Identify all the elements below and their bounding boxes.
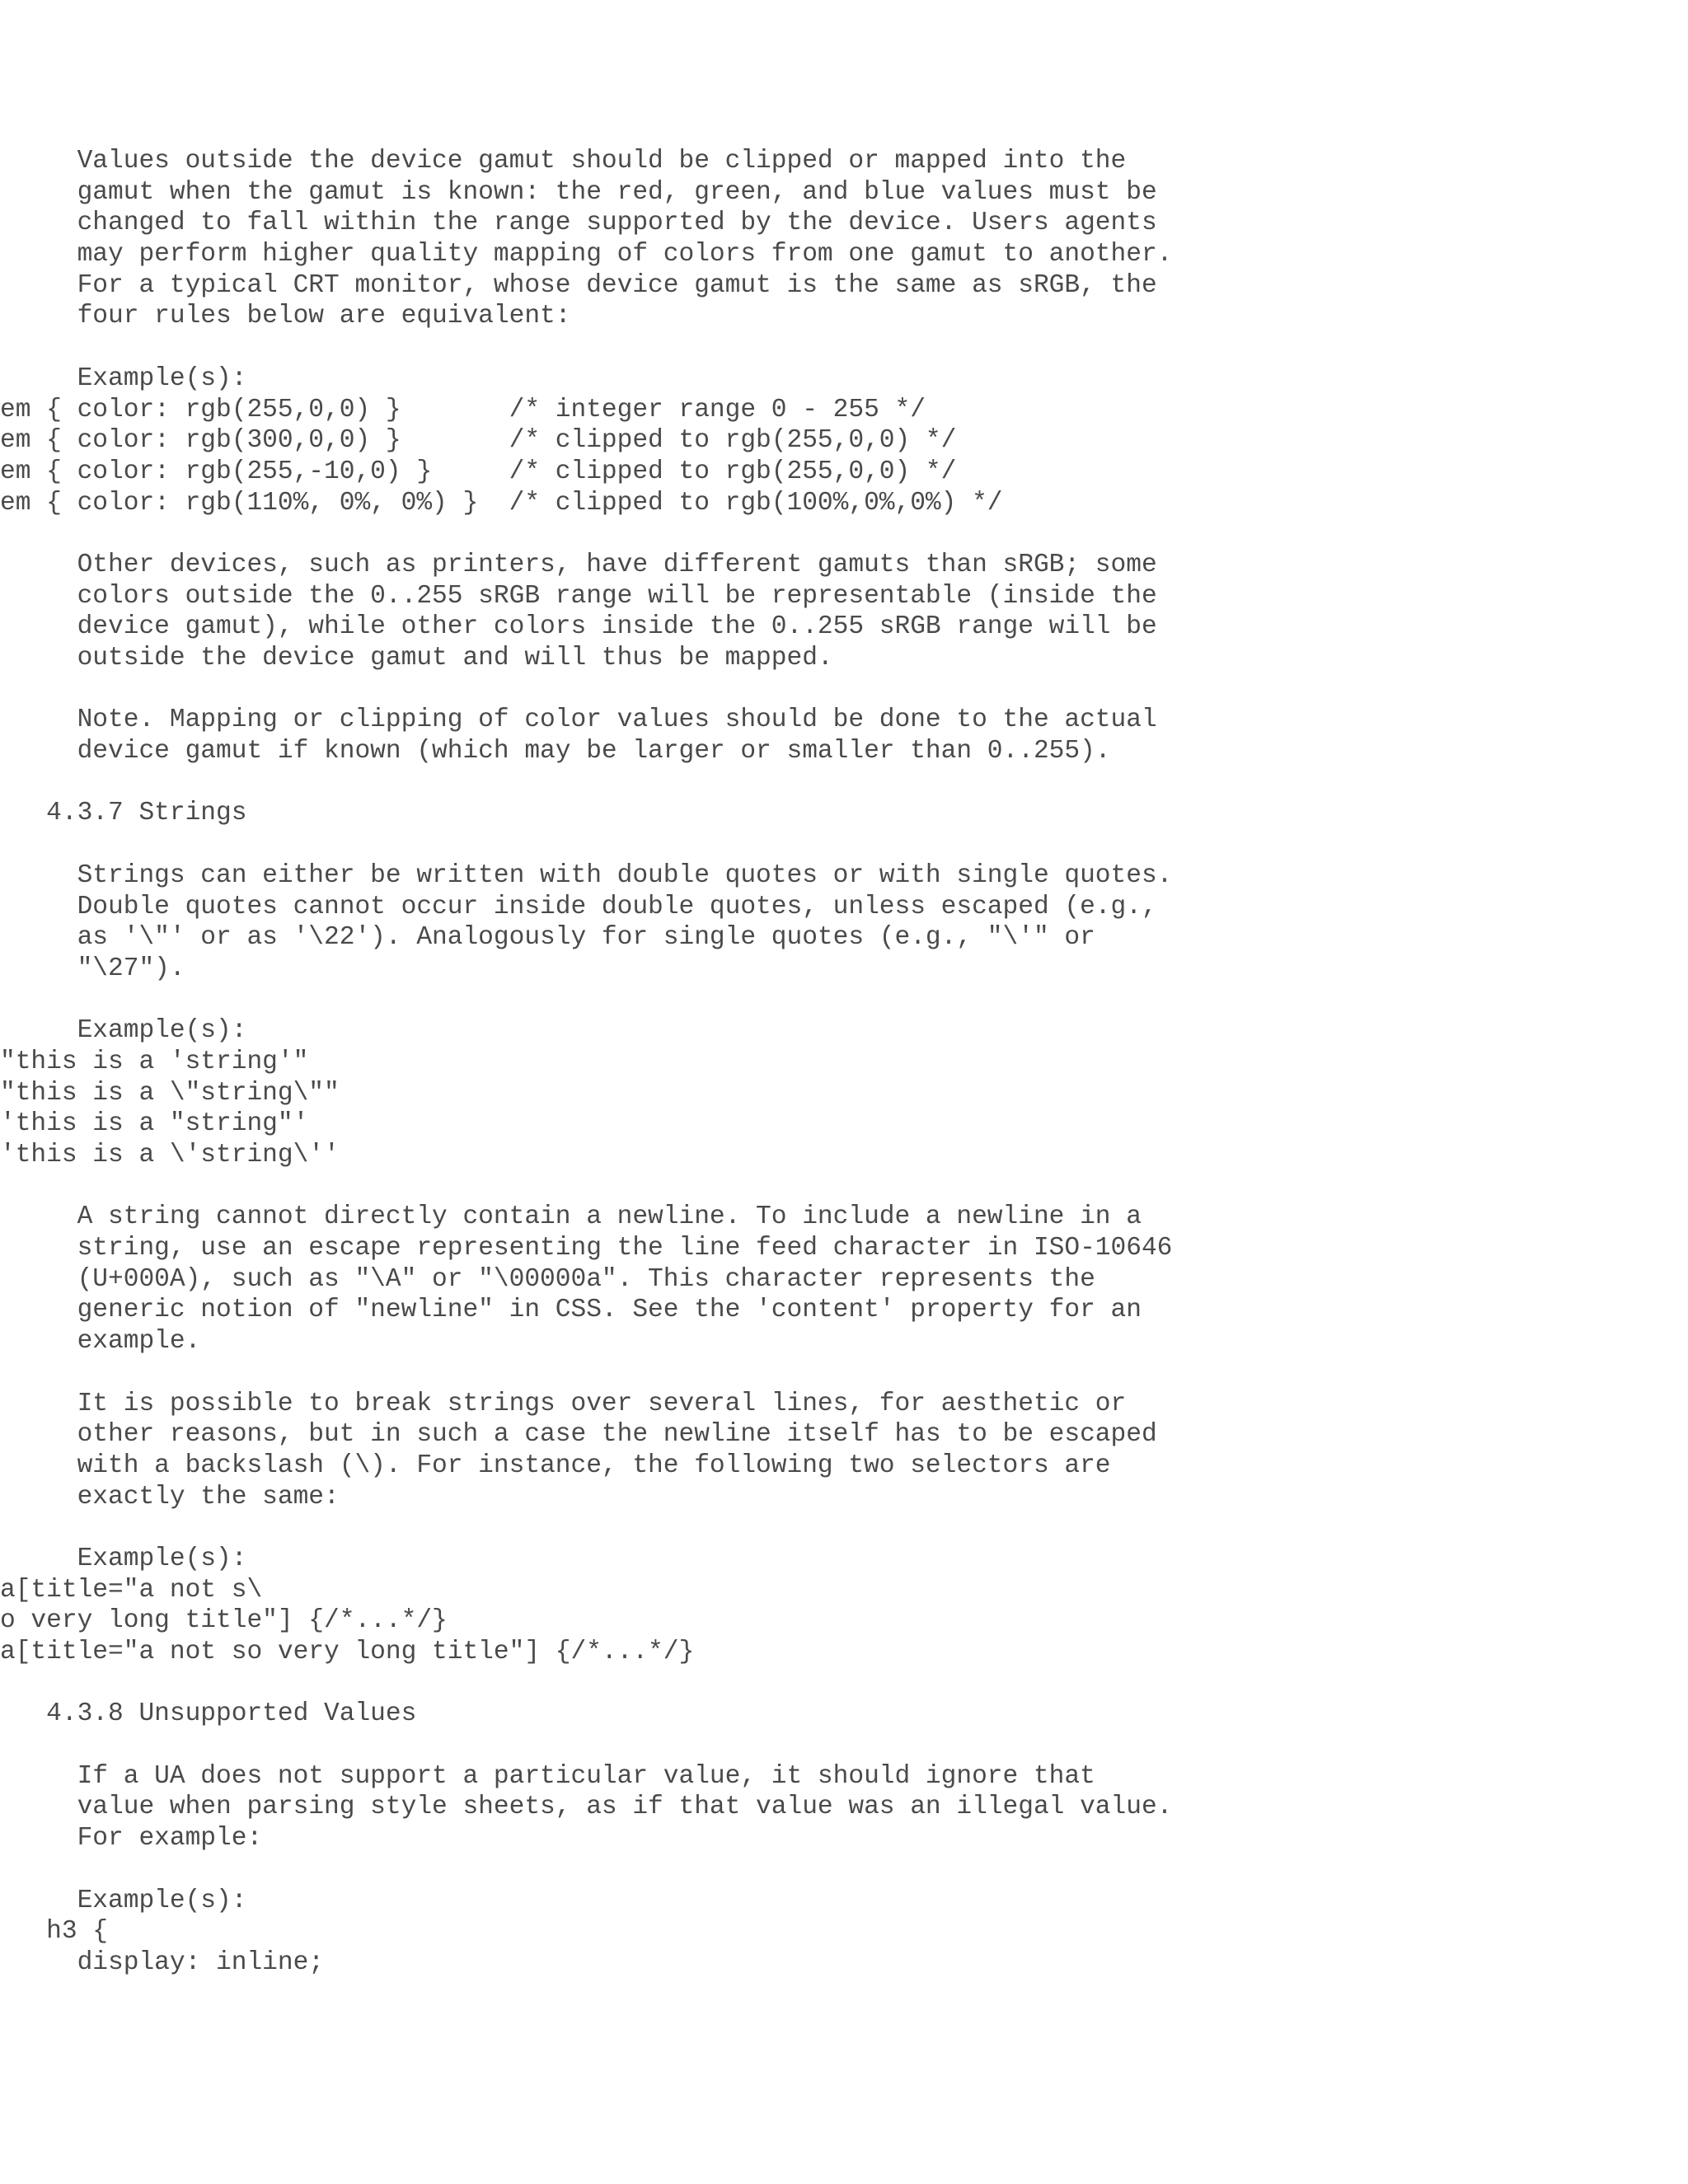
- document-line: Strings can either be written with double quotes or with single quotes.: [0, 860, 1173, 890]
- document-line: Example(s):: [0, 1544, 247, 1573]
- document-line: generic notion of "newline" in CSS. See the 'content' property for an: [0, 1296, 1142, 1325]
- document-line: em { color: rgb(255,-10,0) } /* clipped to rgb(255,0,0) */: [0, 457, 957, 486]
- document-line: value when parsing style sheets, as if that value was an illegal value.: [0, 1793, 1173, 1822]
- document-line: Example(s):: [0, 1016, 247, 1046]
- document-line: Other devices, such as printers, have different gamuts than sRGB; some: [0, 550, 1157, 579]
- document-line: Double quotes cannot occur inside double quotes, unless escaped (e.g.,: [0, 892, 1157, 921]
- document-line: colors outside the 0..255 sRGB range will be representable (inside the: [0, 581, 1157, 611]
- document-line: with a backslash (\). For instance, the following two selectors are: [0, 1451, 1111, 1480]
- document-line: as '\"' or as '\22'). Analogously for single quotes (e.g., "\'" or: [0, 923, 1095, 953]
- document-line: [0, 1854, 1688, 1886]
- document-line: For a typical CRT monitor, whose device gamut is the same as sRGB, the: [0, 270, 1157, 300]
- document-line: [0, 1512, 1688, 1544]
- document-line: [0, 518, 1688, 550]
- document-line: h3 {: [0, 1917, 109, 1947]
- document-line: [0, 1730, 1688, 1761]
- document-line: It is possible to break strings over several lines, for aesthetic or: [0, 1389, 1127, 1418]
- document-line: "\27").: [0, 954, 185, 983]
- document-line: gamut when the gamut is known: the red, green, and blue values must be: [0, 177, 1157, 207]
- document-body: [0, 146, 1688, 1979]
- document-line: [0, 674, 1688, 705]
- document-line: 'this is a \'string\'': [0, 1141, 340, 1169]
- document-line: If a UA does not support a particular value, it should ignore that: [0, 1761, 1095, 1791]
- document-line: outside the device gamut and will thus be mapped.: [0, 644, 833, 673]
- document-line: A string cannot directly contain a newline. To include a newline in a: [0, 1202, 1142, 1232]
- document-line: other reasons, but in such a case the newline itself has to be escaped: [0, 1420, 1157, 1450]
- document-line: device gamut if known (which may be larger or smaller than 0..255).: [0, 737, 1111, 766]
- document-line: em { color: rgb(255,0,0) } /* integer range 0 - 255 */: [0, 395, 926, 424]
- document-line: 'this is a "string"': [0, 1109, 309, 1139]
- document-line: "this is a \"string\"": [0, 1078, 340, 1108]
- document-line: em { color: rgb(300,0,0) } /* clipped to rgb(255,0,0) */: [0, 426, 957, 456]
- document-line: 4.3.7 Strings: [0, 799, 247, 828]
- document-line: [0, 767, 1688, 799]
- document-line: Example(s):: [0, 363, 247, 393]
- document-line: four rules below are equivalent:: [0, 302, 571, 331]
- document-line: a[title="a not s\: [0, 1575, 263, 1605]
- document-line: device gamut), while other colors inside the 0..255 sRGB range will be: [0, 612, 1157, 642]
- document-line: o very long title"] {/*...*/}: [0, 1606, 448, 1636]
- document-line: may perform higher quality mapping of colors from one gamut to another.: [0, 240, 1173, 269]
- document-line: em { color: rgb(110%, 0%, 0%) } /* clipped to rgb(100%,0%,0%) */: [0, 488, 1003, 518]
- document-line: Example(s):: [0, 1886, 247, 1915]
- document-line: [0, 985, 1688, 1016]
- document-line: changed to fall within the range supported by the device. Users agents: [0, 209, 1157, 238]
- document-line: Values outside the device gamut should be clipped or mapped into the: [0, 147, 1127, 176]
- document-line: [0, 829, 1688, 860]
- document-line: 4.3.8 Unsupported Values: [0, 1699, 417, 1729]
- document-line: [0, 332, 1688, 363]
- document-line: a[title="a not so very long title"] {/*...*/}: [0, 1638, 695, 1666]
- document-line: exactly the same:: [0, 1482, 340, 1511]
- document-line: [0, 1668, 1688, 1699]
- document-line: [0, 1171, 1688, 1202]
- document-line: Note. Mapping or clipping of color values should be done to the actual: [0, 705, 1157, 735]
- document-line: string, use an escape representing the line feed character in ISO-10646: [0, 1234, 1173, 1263]
- document-line: example.: [0, 1327, 201, 1357]
- document-line: (U+000A), such as "\A" or "\00000a". This character represents the: [0, 1264, 1095, 1294]
- document-line: "this is a 'string'": [0, 1047, 309, 1076]
- document-line: [0, 1357, 1688, 1389]
- document-line: display: inline;: [0, 1947, 325, 1977]
- document-line: For example:: [0, 1824, 263, 1854]
